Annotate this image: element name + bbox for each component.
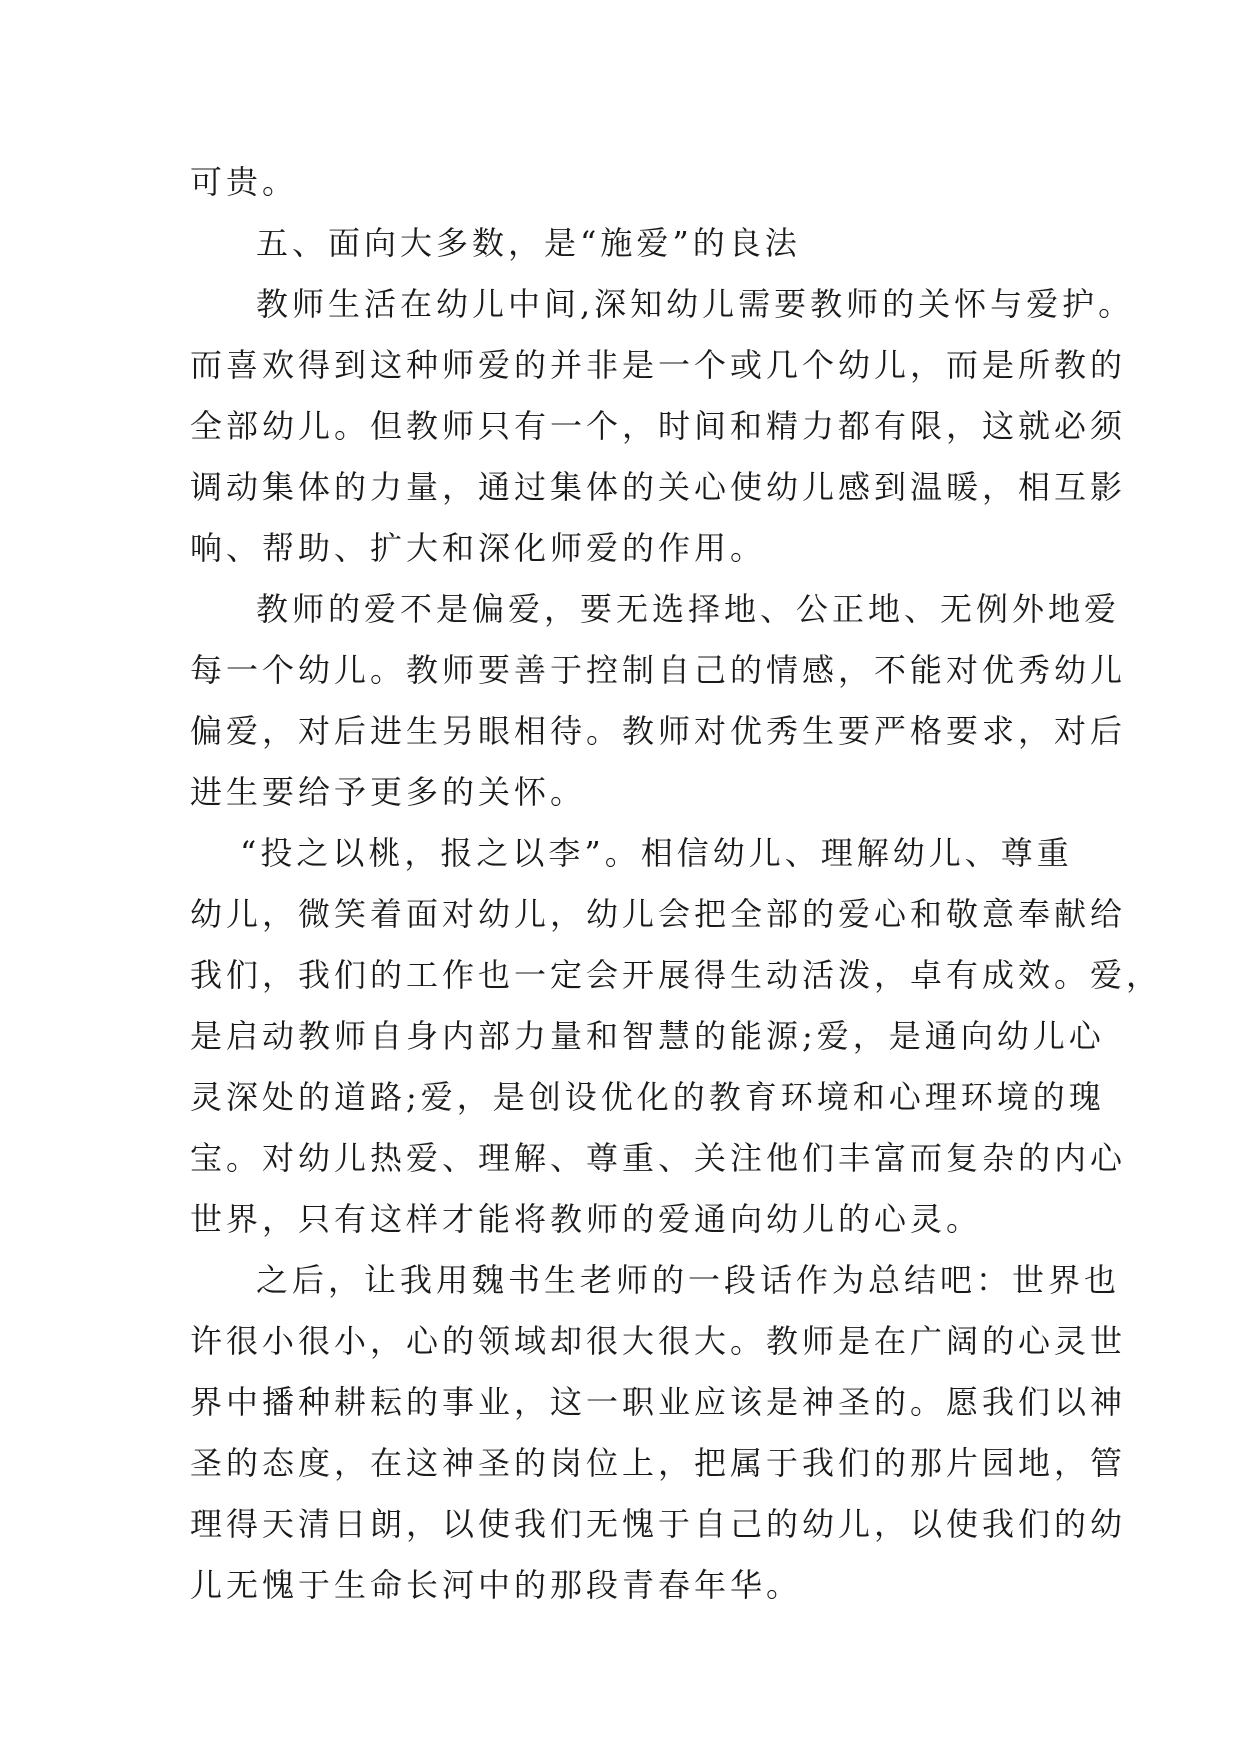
paragraph-first-line: “投之以桃，报之以李”。相信幼儿、理解幼儿、尊重 xyxy=(240,834,1073,872)
text-line: 可贵。 xyxy=(190,163,299,201)
paragraph-first-line: 教师生活在幼儿中间,深知幼儿需要教师的关怀与爱护。 xyxy=(256,285,1135,323)
section-heading: 五、面向大多数，是“施爱”的良法 xyxy=(256,224,801,262)
text-line: 灵深处的道路;爱，是创设优化的教育环境和心理环境的瑰 xyxy=(190,1078,1105,1116)
text-line: 偏爱，对后进生另眼相待。教师对优秀生要严格要求，对后 xyxy=(190,712,1127,750)
text-line: 我们，我们的工作也一定会开展得生动活泼，卓有成效。爱， xyxy=(190,956,1163,994)
text-line: 是启动教师自身内部力量和智慧的能源;爱，是通向幼儿心 xyxy=(190,1017,1105,1055)
text-line: 圣的态度，在这神圣的岗位上，把属于我们的那片园地，管 xyxy=(190,1444,1127,1482)
text-line: 界中播种耕耘的事业，这一职业应该是神圣的。愿我们以神 xyxy=(190,1383,1127,1421)
text-line: 全部幼儿。但教师只有一个，时间和精力都有限，这就必须 xyxy=(190,407,1127,445)
body-text xyxy=(190,152,1163,1616)
text-line: 儿无愧于生命长河中的那段青春年华。 xyxy=(190,1566,803,1604)
text-line: 每一个幼儿。教师要善于控制自己的情感，不能对优秀幼儿 xyxy=(190,651,1127,689)
text-line: 响、帮助、扩大和深化师爱的作用。 xyxy=(190,529,767,567)
text-line: 世界，只有这样才能将教师的爱通向幼儿的心灵。 xyxy=(190,1200,983,1238)
text-line: 许很小很小，心的领域却很大很大。教师是在广阔的心灵世 xyxy=(190,1322,1127,1360)
text-line: 调动集体的力量，通过集体的关心使幼儿感到温暖，相互影 xyxy=(190,468,1127,506)
text-line: 幼儿，微笑着面对幼儿，幼儿会把全部的爱心和敬意奉献给 xyxy=(190,895,1127,933)
text-line: 理得天清日朗，以使我们无愧于自己的幼儿，以使我们的幼 xyxy=(190,1505,1127,1543)
paragraph-first-line: 教师的爱不是偏爱，要无选择地、公正地、无例外地爱 xyxy=(256,590,1121,628)
text-line: 宝。对幼儿热爱、理解、尊重、关注他们丰富而复杂的内心 xyxy=(190,1139,1127,1177)
text-line: 而喜欢得到这种师爱的并非是一个或几个幼儿，而是所教的 xyxy=(190,346,1127,384)
text-line: 进生要给予更多的关怀。 xyxy=(190,773,587,811)
paragraph-first-line: 之后，让我用魏书生老师的一段话作为总结吧：世界也 xyxy=(256,1261,1121,1299)
